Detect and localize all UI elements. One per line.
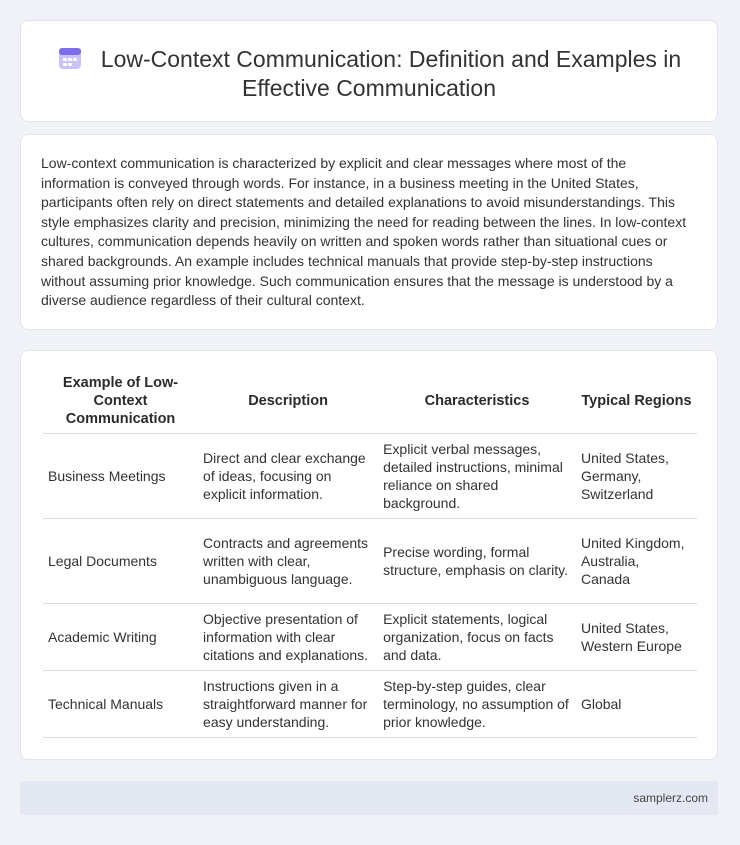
header-regions: Typical Regions: [576, 369, 697, 434]
title-card: [20, 20, 718, 122]
table-header-row: [43, 369, 697, 434]
cell-description: Direct and clear exchange of ideas, focusing on explicit information.: [198, 434, 378, 519]
table-row: [43, 604, 697, 671]
cell-example: Business Meetings: [43, 434, 198, 519]
examples-table: [43, 369, 697, 738]
cell-characteristics: Precise wording, formal structure, emphasis on clarity.: [378, 519, 576, 604]
header-characteristics: Characteristics: [378, 369, 576, 434]
cell-description: Objective presentation of information with clear citations and explanations.: [198, 604, 378, 671]
table-card: [20, 350, 718, 760]
cell-characteristics: Explicit statements, logical organization, focus on facts and data.: [378, 604, 576, 671]
table-row: [43, 671, 697, 738]
cell-example: Academic Writing: [43, 604, 198, 671]
footer-bar: [20, 781, 718, 815]
cell-regions: Global: [576, 671, 697, 738]
cell-characteristics: Explicit verbal messages, detailed instructions, minimal reliance on shared background.: [378, 434, 576, 519]
cell-example: Technical Manuals: [43, 671, 198, 738]
intro-paragraph: Low-context communication is characterized by explicit and clear messages where most of the information is conveyed through words. For instance, in a business meeting in the United States, participants often rely on direct statements and detailed explanations to avoid misunderstandings. This style emphasizes clarity and precision, minimizing the need for reading between the lines. In low-context cultures, communication depends heavily on written and spoken words rather than situational cues or shared backgrounds. An example includes technical manuals that provide step-by-step instructions without assuming prior knowledge. Such communication ensures that the message is understood by a diverse audience regardless of their cultural context.: [41, 155, 687, 309]
cell-regions: United Kingdom, Australia, Canada: [576, 519, 697, 604]
table-row: [43, 519, 697, 604]
intro-card: [20, 134, 718, 330]
header-description: Description: [198, 369, 378, 434]
cell-description: Contracts and agreements written with clear, unambiguous language.: [198, 519, 378, 604]
footer-site-link[interactable]: samplerz.com: [633, 791, 708, 805]
cell-regions: United States, Western Europe: [576, 604, 697, 671]
cell-characteristics: Step-by-step guides, clear terminology, no assumption of prior knowledge.: [378, 671, 576, 738]
page-title: Low-Context Communication: Definition and Examples in Effective Communication: [100, 46, 682, 101]
title-container: [21, 45, 717, 103]
header-example: Example of Low-Context Communication: [43, 369, 198, 434]
cell-description: Instructions given in a straightforward manner for easy understanding.: [198, 671, 378, 738]
calendar-icon: [57, 45, 83, 71]
table-row: [43, 434, 697, 519]
cell-example: Legal Documents: [43, 519, 198, 604]
cell-regions: United States, Germany, Switzerland: [576, 434, 697, 519]
